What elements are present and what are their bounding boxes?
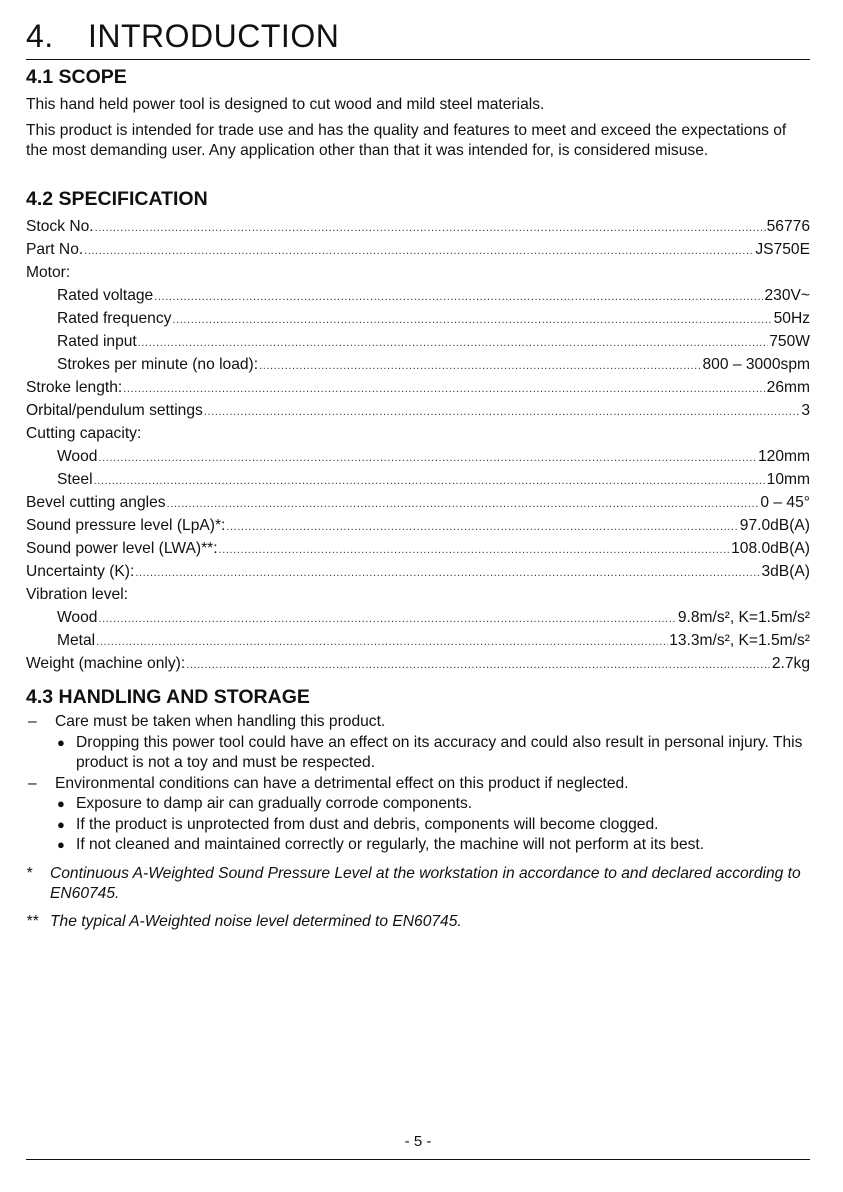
dot-leader (219, 537, 731, 562)
spec-value: 800 – 3000spm (702, 356, 810, 373)
spec-label: Rated voltage (57, 287, 154, 304)
handling-subitem-text: If the product is unprotected from dust and debris, components will become clogged. (76, 815, 659, 833)
dot-leader (98, 445, 757, 470)
spec-row (26, 514, 810, 537)
spec-value: 13.3m/s², K=1.5m/s² (669, 632, 810, 649)
spec-row (26, 468, 810, 491)
spec-row (26, 422, 810, 445)
spec-row (26, 445, 810, 468)
handling-subitem-text: Exposure to damp air can gradually corrode components. (76, 795, 473, 812)
dot-leader (154, 284, 763, 309)
spec-label: Motor: (26, 264, 71, 281)
spec-label: Wood (57, 609, 98, 626)
spec-row (26, 560, 810, 583)
spec-row (26, 215, 810, 238)
spec-row (26, 629, 810, 652)
dot-leader (186, 652, 771, 677)
dash-marker: – (28, 774, 37, 792)
handling-subitem-text: If not cleaned and maintained correctly or regularly, the machine will not perform at its best. (76, 836, 705, 853)
bullet-icon: ● (57, 734, 65, 750)
spec-label: Sound pressure level (LpA)*: (26, 517, 226, 534)
handling-item (26, 712, 810, 733)
handling-list (26, 712, 810, 856)
spec-label: Stock No. (26, 218, 94, 235)
footnote (26, 864, 810, 904)
footnotes (26, 864, 810, 940)
scope-heading: 4.1 SCOPE (26, 66, 127, 88)
footnote-mark: * (26, 865, 33, 882)
spec-value: 9.8m/s², K=1.5m/s² (677, 609, 810, 626)
dot-leader (226, 514, 738, 539)
spec-value: 26mm (766, 379, 810, 396)
top-divider (26, 59, 810, 60)
spec-label: Rated input (57, 333, 137, 350)
scope-paragraph-2: This product is intended for trade use and has the quality and features to meet and exceed the expectations of the most demanding user. Any application other than that it was intended for, is considered misuse. (26, 122, 787, 159)
spec-row (26, 261, 810, 284)
footnote-mark: ** (26, 913, 39, 930)
spec-value: 3dB(A) (761, 563, 810, 580)
handling-subitem (26, 733, 810, 774)
spec-label: Part No. (26, 241, 84, 258)
spec-row (26, 307, 810, 330)
chapter-name: INTRODUCTION (88, 18, 340, 54)
handling-subitem (26, 835, 810, 856)
handling-item-text: Care must be taken when handling this product. (55, 713, 386, 730)
chapter-title (26, 18, 339, 55)
spec-label: Uncertainty (K): (26, 563, 135, 580)
dot-leader (204, 399, 800, 424)
spec-row (26, 491, 810, 514)
spec-label: Cutting capacity: (26, 425, 142, 442)
handling-subitem (26, 815, 810, 836)
bullet-icon: ● (57, 837, 65, 852)
bullet-icon: ● (57, 816, 65, 832)
spec-label: Metal (57, 632, 96, 649)
handling-item-text: Environmental conditions can have a detrimental effect on this product if neglected. (55, 774, 629, 792)
spec-row (26, 583, 810, 606)
spec-label: Weight (machine only): (26, 655, 186, 672)
spec-value: 3 (801, 402, 810, 419)
bottom-divider (26, 1159, 810, 1160)
spec-value: 0 – 45° (760, 494, 810, 511)
spec-row (26, 353, 810, 376)
spec-row (26, 606, 810, 629)
spec-row (26, 284, 810, 307)
footnote (26, 912, 810, 932)
spec-table (26, 215, 810, 675)
bullet-icon: ● (57, 796, 65, 811)
spec-label: Rated frequency (57, 310, 172, 327)
spec-label: Steel (57, 471, 93, 488)
handling-item (26, 774, 810, 795)
spec-row (26, 399, 810, 422)
chapter-number: 4. (26, 18, 54, 54)
dot-leader (95, 215, 766, 240)
dot-leader (123, 376, 765, 401)
spec-heading: 4.2 SPECIFICATION (26, 188, 208, 210)
spec-value: 50Hz (773, 310, 810, 327)
dot-leader (172, 307, 772, 332)
spec-value: 750W (769, 333, 810, 350)
handling-subitem-text: Dropping this power tool could have an effect on its accuracy and could also result in personal injury. This product is not a toy and must be respected. (76, 733, 803, 771)
spec-row (26, 652, 810, 675)
footnote-text: The typical A-Weighted noise level determined to EN60745. (50, 913, 462, 930)
spec-label: Strokes per minute (no load): (57, 356, 259, 373)
spec-value: 2.7kg (771, 655, 810, 672)
dot-leader (96, 629, 668, 654)
spec-label: Wood (57, 448, 98, 465)
spec-value: 56776 (766, 218, 810, 235)
spec-label: Sound power level (LWA)**: (26, 540, 218, 557)
spec-label: Stroke length: (26, 379, 123, 396)
spec-row (26, 330, 810, 353)
spec-label: Vibration level: (26, 586, 128, 603)
spec-row (26, 238, 810, 261)
spec-value: 108.0dB(A) (731, 540, 810, 557)
spec-label: Bevel cutting angles (26, 494, 166, 511)
dot-leader (98, 606, 676, 631)
spec-value: 120mm (758, 448, 810, 465)
handling-subitem (26, 794, 810, 815)
dot-leader (94, 468, 766, 493)
dot-leader (138, 330, 768, 355)
spec-label: Orbital/pendulum settings (26, 402, 203, 419)
footnote-text: Continuous A-Weighted Sound Pressure Level at the workstation in accordance to and declared according to EN60745. (50, 865, 801, 902)
scope-paragraph-1: This hand held power tool is designed to cut wood and mild steel materials. (26, 96, 545, 113)
spec-value: JS750E (755, 241, 810, 258)
page-number: - 5 - (404, 1133, 432, 1150)
dot-leader (84, 238, 754, 263)
spec-value: 230V~ (764, 287, 810, 304)
spec-value: 10mm (766, 471, 810, 488)
spec-value: 97.0dB(A) (739, 517, 810, 534)
spec-row (26, 537, 810, 560)
dot-leader (167, 491, 760, 516)
spec-row (26, 376, 810, 399)
handling-heading: 4.3 HANDLING AND STORAGE (26, 686, 310, 708)
dash-marker: – (28, 713, 37, 730)
dot-leader (259, 353, 701, 378)
dot-leader (135, 560, 760, 585)
